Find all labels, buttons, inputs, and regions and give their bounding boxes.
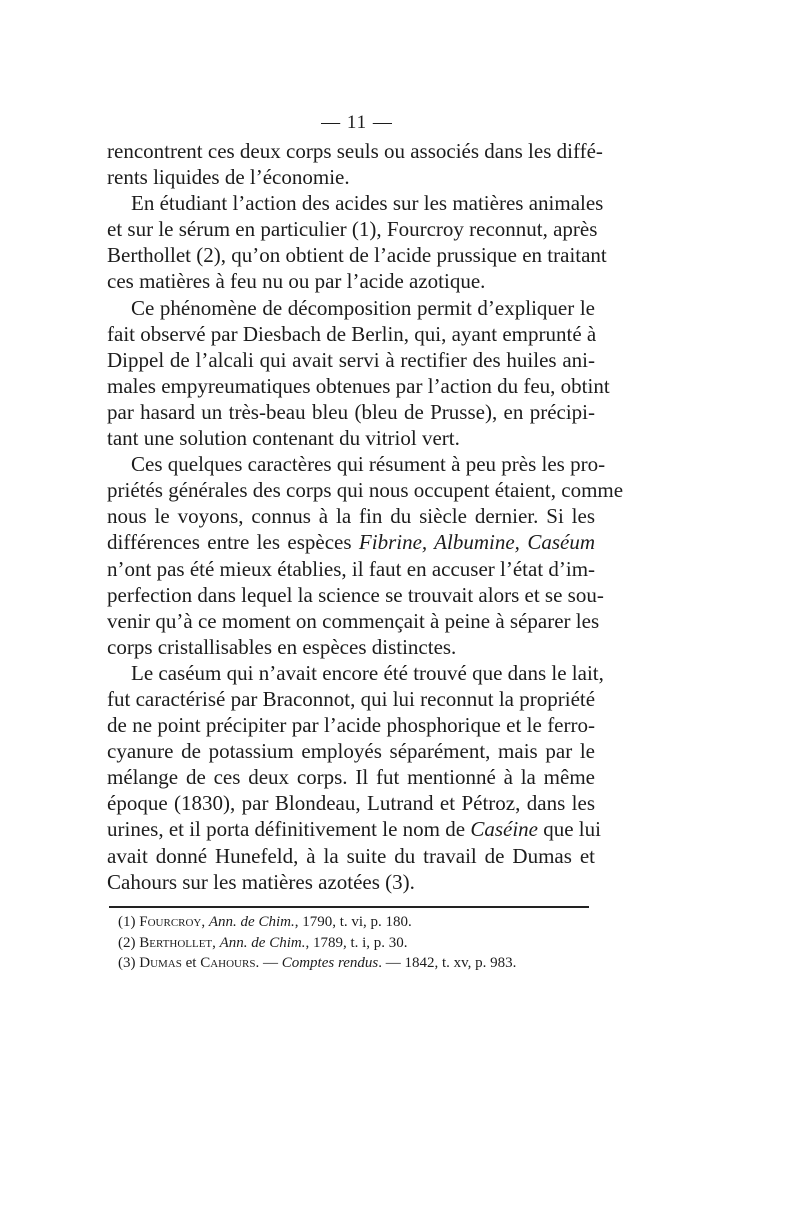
footnote-separator: , xyxy=(201,914,209,930)
text-line: avait donné Hunefeld, à la suite du travail de Dumas et xyxy=(107,843,595,868)
text-line: par hasard un très-beau bleu (bleu de Prusse), en précipi- xyxy=(107,399,595,424)
italic-term: Caséine xyxy=(470,817,538,842)
text-line: Ce phénomène de décomposition permit d’expliquer le xyxy=(131,295,595,320)
text-line: n’ont pas été mieux établies, il faut en accuser l’état d’im- xyxy=(107,556,596,581)
text-line: priétés générales des corps qui nous occupent étaient, comme xyxy=(107,478,624,503)
paragraph-2 xyxy=(107,190,607,294)
text-line: et sur le sérum en particulier (1), Fourcroy reconnut, après xyxy=(107,217,598,242)
text-line: tant une solution contenant du vitriol vert. xyxy=(107,426,460,451)
text-line: males empyreumatiques obtenues par l’action du feu, obtint xyxy=(107,373,610,398)
footnote-author: Cahours xyxy=(200,955,256,971)
text-line: perfection dans lequel la science se trouvait alors et se sou- xyxy=(107,582,604,607)
text-line: rencontrent ces deux corps seuls ou associés dans les diffé- xyxy=(107,139,603,163)
body-text xyxy=(107,138,624,895)
text-line: venir qu’à ce moment on commençait à peine à séparer les xyxy=(107,608,600,633)
text-line: ces matières à feu nu ou par l’acide azotique. xyxy=(107,269,486,294)
paragraph-3 xyxy=(107,295,610,452)
text-line: fait observé par Diesbach de Berlin, qui, ayant emprunté à xyxy=(107,321,597,346)
footnote-separator: . — xyxy=(255,955,282,971)
text-segment: différences entre les espèces xyxy=(107,530,359,555)
text-line: Ces quelques caractères qui résument à peu près les pro- xyxy=(131,452,606,477)
footnote-author: Dumas xyxy=(139,955,182,971)
text-line: En étudiant l’action des acides sur les matières animales xyxy=(131,191,604,216)
text-line: époque (1830), par Blondeau, Lutrand et Pétroz, dans les xyxy=(107,791,595,816)
footnote-title: Comptes rendus xyxy=(281,955,379,971)
footnote-number: (3) xyxy=(118,955,136,971)
footnote-author: Berthollet xyxy=(139,934,213,951)
italic-terms: Fibrine, Albumine, Caséum xyxy=(358,530,595,555)
footnote-reference: , 1789, t. i, p. 30. xyxy=(305,934,408,951)
footnote-3 xyxy=(118,953,588,974)
text-line: de ne point précipiter par l’acide phosphorique et le ferro- xyxy=(107,713,595,738)
footnote-number: (2) xyxy=(118,934,136,951)
text-line: cyanure de potassium employés séparément, mais par le xyxy=(107,739,595,764)
footnote-title: Ann. de Chim. xyxy=(208,914,295,930)
footnote-title: Ann. de Chim. xyxy=(219,934,306,951)
text-line: Cahours sur les matières azotées (3). xyxy=(107,869,415,894)
page-number: — 11 — xyxy=(321,112,393,133)
paragraph-4 xyxy=(107,451,624,660)
text-line: Berthollet (2), qu’on obtient de l’acide prussique en traitant xyxy=(107,243,607,268)
footnote-divider xyxy=(109,906,589,908)
text-line: mélange de ces deux corps. Il fut mentionné à la même xyxy=(107,765,595,790)
text-line: Le caséum qui n’avait encore été trouvé que dans le lait, xyxy=(131,660,604,685)
text-line: corps cristallisables en espèces distinctes. xyxy=(107,634,457,659)
footnote-reference: , 1790, t. vi, p. 180. xyxy=(294,914,412,930)
text-segment: urines, et il porta définitivement le nom de xyxy=(107,817,471,842)
text-line: Dippel de l’alcali qui avait servi à rectifier des huiles ani- xyxy=(107,347,595,372)
text-line: nous le voyons, connus à la fin du siècle dernier. Si les xyxy=(107,504,595,529)
paragraph-1 xyxy=(107,138,603,190)
footnote-reference: . — 1842, t. xv, p. 983. xyxy=(378,955,517,971)
text-segment: que lui xyxy=(537,817,601,842)
footnote-1 xyxy=(118,912,588,933)
paragraph-5 xyxy=(107,660,604,895)
footnote-number: (1) xyxy=(118,914,136,930)
footnote-conjunction: et xyxy=(181,955,201,971)
text-line: fut caractérisé par Braconnot, qui lui reconnut la propriété xyxy=(107,686,596,711)
text-line-with-italics xyxy=(107,816,601,842)
text-line: rents liquides de l’économie. xyxy=(107,165,350,190)
text-line-with-italics xyxy=(107,529,595,555)
footnote-2 xyxy=(118,933,588,954)
footnotes xyxy=(118,912,588,974)
footnote-author: Fourcroy xyxy=(139,914,202,930)
footnote-separator: , xyxy=(212,934,220,951)
